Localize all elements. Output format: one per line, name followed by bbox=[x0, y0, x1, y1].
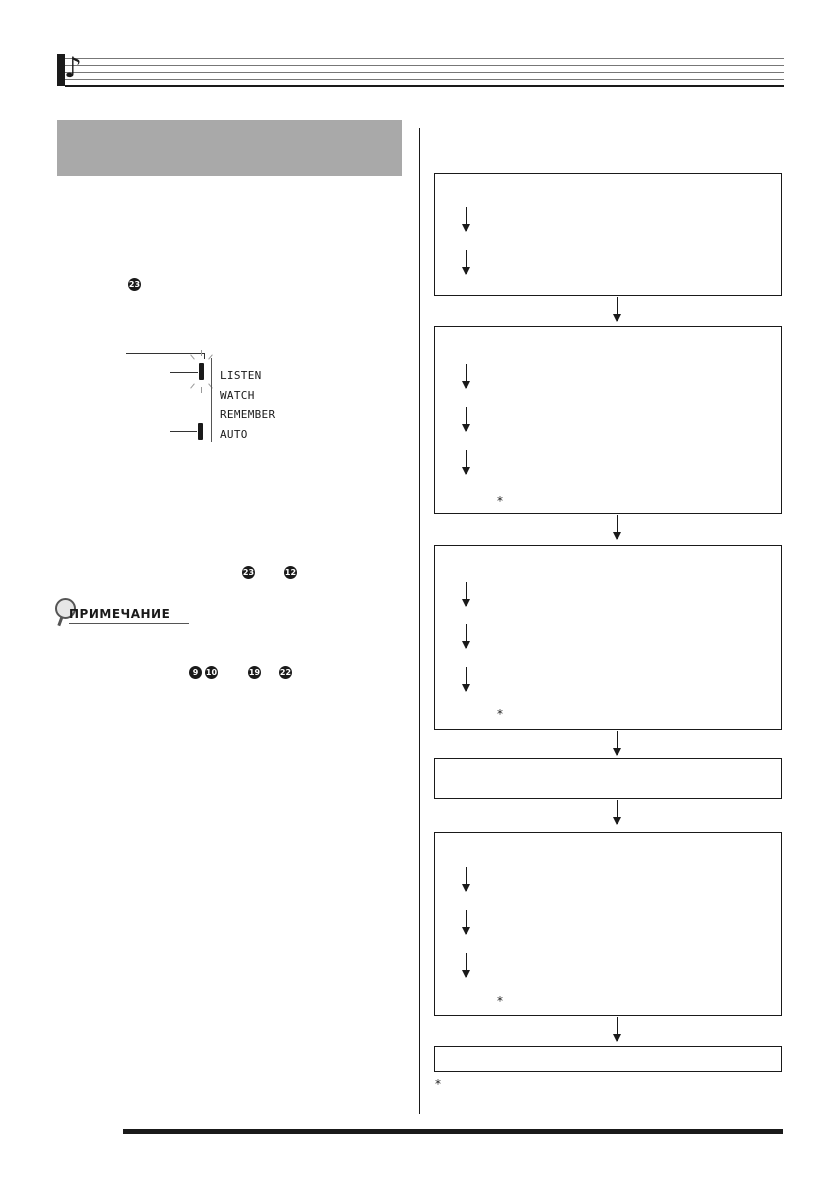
down-arrow-icon bbox=[466, 667, 467, 691]
note-badge bbox=[55, 598, 190, 628]
flow-box-5 bbox=[434, 832, 782, 1016]
footnote-marker: * bbox=[435, 1077, 441, 1091]
note-underline bbox=[69, 623, 189, 624]
mode-label-remember: REMEMBER bbox=[220, 408, 276, 421]
magnifier-handle bbox=[57, 616, 63, 626]
down-arrow-icon bbox=[466, 250, 467, 274]
indicator-auto bbox=[198, 423, 203, 440]
flow-box-2 bbox=[434, 326, 782, 514]
footnote-marker: * bbox=[497, 994, 503, 1008]
flow-box-3 bbox=[434, 545, 782, 730]
callout-step-end-a: 23 bbox=[242, 568, 255, 577]
staff-line bbox=[65, 79, 784, 80]
flow-box-1 bbox=[434, 173, 782, 296]
music-note-icon: ♪ bbox=[64, 51, 82, 84]
down-arrow-icon bbox=[617, 1017, 618, 1041]
mode-label-auto: AUTO bbox=[220, 427, 248, 441]
blink-ray bbox=[190, 354, 195, 359]
footnote-marker: * bbox=[497, 494, 503, 508]
footnote-marker: * bbox=[497, 707, 503, 721]
indicator-listen-blinking bbox=[199, 363, 204, 380]
blink-ray bbox=[190, 383, 195, 388]
blink-ray bbox=[201, 350, 202, 356]
down-arrow-icon bbox=[617, 731, 618, 755]
flow-box-4 bbox=[434, 758, 782, 799]
staff-line bbox=[65, 58, 784, 59]
down-arrow-icon bbox=[466, 364, 467, 388]
staff-line bbox=[65, 85, 784, 87]
staff-line bbox=[65, 65, 784, 66]
mode-labels bbox=[220, 366, 275, 444]
header-staff bbox=[57, 51, 784, 88]
flow-box-6 bbox=[434, 1046, 782, 1072]
callout-step-end-b: 12 bbox=[284, 568, 297, 577]
down-arrow-icon bbox=[617, 800, 618, 824]
mode-label-watch: WATCH bbox=[220, 388, 255, 402]
down-arrow-icon bbox=[617, 297, 618, 321]
down-arrow-icon bbox=[617, 515, 618, 539]
mode-label-listen: LISTEN bbox=[220, 369, 262, 382]
note-label: ПРИМЕЧАНИЕ bbox=[69, 607, 171, 621]
callout-note-ref-3: 19 bbox=[248, 668, 261, 677]
down-arrow-icon bbox=[466, 910, 467, 934]
callout-step-start: 23 bbox=[128, 280, 141, 289]
down-arrow-icon bbox=[466, 207, 467, 231]
down-arrow-icon bbox=[466, 867, 467, 891]
indicator-leader-line bbox=[170, 431, 197, 432]
blink-ray bbox=[201, 387, 202, 393]
mode-scale-bar bbox=[211, 358, 212, 442]
down-arrow-icon bbox=[466, 407, 467, 431]
callout-note-ref-4: 22 bbox=[279, 668, 292, 677]
footer-rule bbox=[123, 1129, 783, 1134]
down-arrow-icon bbox=[466, 582, 467, 606]
down-arrow-icon bbox=[466, 624, 467, 648]
down-arrow-icon bbox=[466, 953, 467, 977]
callout-note-ref-1: 9 bbox=[189, 666, 202, 679]
callout-note-ref-2: 10 bbox=[205, 668, 218, 677]
column-divider bbox=[419, 128, 420, 1114]
down-arrow-icon bbox=[466, 450, 467, 474]
indicator-leader-line bbox=[126, 353, 204, 354]
indicator-leader-line bbox=[204, 353, 205, 359]
indicator-leader-line bbox=[170, 372, 198, 373]
section-heading-box bbox=[57, 120, 402, 176]
staff-line bbox=[65, 72, 784, 73]
